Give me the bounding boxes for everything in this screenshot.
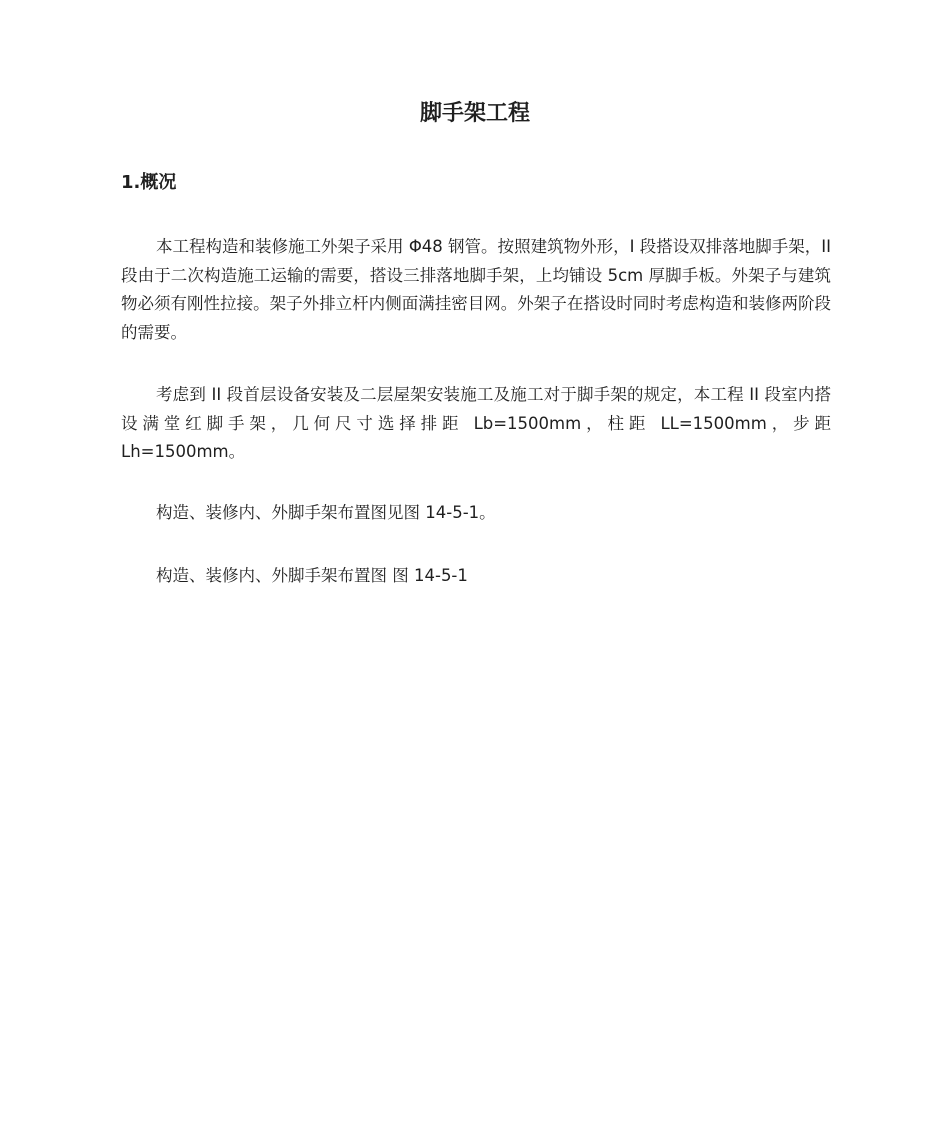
paragraph-figure-reference: 构造、装修内、外脚手架布置图见图 14-5-1。	[156, 503, 496, 522]
document-title: 脚手架工程	[419, 101, 530, 126]
paragraph-overview: 本工程构造和装修施工外架子采用 Φ48 钢管。按照建筑物外形，I 段搭设双排落地脚手架，II 段由于二次构造施工运输的需要，搭设三排落地脚手架，上均铺设 5cm 厚脚手板。外架子与建筑物必须有刚性拉接。架子外排立杆内侧面满挂密目网。外架子在搭设时同时考虑构造和装修两阶段的需要。	[121, 237, 831, 342]
figure-caption: 构造、装修内、外脚手架布置图 图 14-5-1	[156, 566, 468, 585]
section-heading: 1.概况	[121, 172, 177, 193]
paragraph-interior-scaffold: 考虑到 II 段首层设备安装及二层屋架安装施工及施工对于脚手架的规定，本工程 II 段室内搭设满堂红脚手架，几何尺寸选择排距 Lb=1500mm，柱距 LL=1500mm，步距 Lh=1500mm。	[121, 385, 831, 461]
